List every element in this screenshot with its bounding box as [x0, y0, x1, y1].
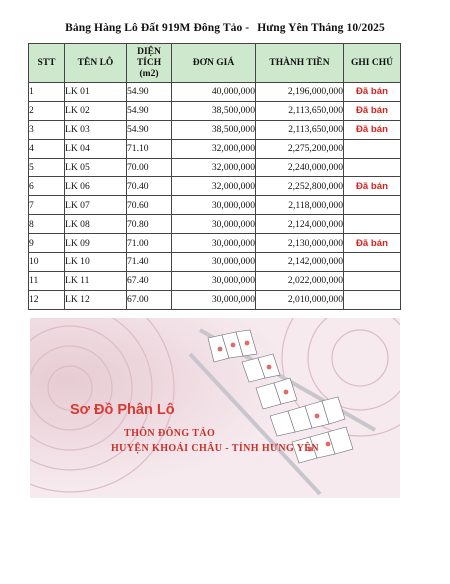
- table-row: [29, 83, 401, 102]
- cell-thanh-tien: 2,113,650,000: [256, 101, 344, 120]
- cell-stt: 7: [29, 196, 65, 215]
- cell-ghi-chu: [344, 158, 401, 177]
- cell-stt: 9: [29, 234, 65, 253]
- cell-dien-tich: 67.40: [127, 271, 172, 290]
- cell-ten-lo: LK 10: [65, 253, 127, 272]
- cell-thanh-tien: 2,240,000,000: [256, 158, 344, 177]
- cell-ghi-chu: Đã bán: [344, 120, 401, 139]
- title-part-1: Bảng Hàng Lô Đất 919M Đông Tảo -: [65, 22, 250, 34]
- table-header-row: [29, 44, 401, 83]
- cell-ghi-chu: [344, 215, 401, 234]
- cell-ten-lo: LK 04: [65, 139, 127, 158]
- cell-stt: 12: [29, 290, 65, 309]
- header-dien-tich-line-1: DIỆN: [137, 46, 161, 57]
- cell-thanh-tien: 2,196,000,000: [256, 83, 344, 102]
- cell-stt: 3: [29, 120, 65, 139]
- table-row: [29, 158, 401, 177]
- page-title: [0, 22, 450, 34]
- cell-stt: 8: [29, 215, 65, 234]
- cell-don-gia: 30,000,000: [172, 196, 256, 215]
- cell-ten-lo: LK 07: [65, 196, 127, 215]
- table-row: [29, 139, 401, 158]
- cell-don-gia: 38,500,000: [172, 120, 256, 139]
- cell-stt: 4: [29, 139, 65, 158]
- header-stt: STT: [29, 44, 65, 83]
- cell-thanh-tien: 2,142,000,000: [256, 253, 344, 272]
- cell-ten-lo: LK 09: [65, 234, 127, 253]
- cell-stt: 6: [29, 177, 65, 196]
- cell-ghi-chu: [344, 290, 401, 309]
- cell-thanh-tien: 2,252,800,000: [256, 177, 344, 196]
- cell-ghi-chu: Đã bán: [344, 101, 401, 120]
- table-row: [29, 215, 401, 234]
- cell-ten-lo: LK 02: [65, 101, 127, 120]
- header-ten-lo: TÊN LÔ: [65, 44, 127, 83]
- cell-ghi-chu: [344, 253, 401, 272]
- cell-dien-tich: 70.40: [127, 177, 172, 196]
- table-row: [29, 253, 401, 272]
- header-dien-tich-line-2: TÍCH (m2): [136, 57, 162, 79]
- cell-ten-lo: LK 05: [65, 158, 127, 177]
- cell-thanh-tien: 2,010,000,000: [256, 290, 344, 309]
- cell-ten-lo: LK 06: [65, 177, 127, 196]
- cell-ten-lo: LK 12: [65, 290, 127, 309]
- table-row: [29, 290, 401, 309]
- cell-thanh-tien: 2,113,650,000: [256, 120, 344, 139]
- cell-dien-tich: 54.90: [127, 120, 172, 139]
- cell-dien-tich: 71.40: [127, 253, 172, 272]
- cell-dien-tich: 54.90: [127, 101, 172, 120]
- header-ghi-chu: GHI CHÚ: [344, 44, 401, 83]
- header-don-gia: ĐƠN GIÁ: [172, 44, 256, 83]
- header-thanh-tien: THÀNH TIỀN: [256, 44, 344, 83]
- cell-dien-tich: 70.00: [127, 158, 172, 177]
- cell-stt: 2: [29, 101, 65, 120]
- cell-don-gia: 40,000,000: [172, 83, 256, 102]
- cell-don-gia: 32,000,000: [172, 139, 256, 158]
- cell-thanh-tien: 2,118,000,000: [256, 196, 344, 215]
- table-row: [29, 196, 401, 215]
- table-row: [29, 120, 401, 139]
- cell-dien-tich: 67.00: [127, 290, 172, 309]
- cell-don-gia: 32,000,000: [172, 177, 256, 196]
- table-row: [29, 271, 401, 290]
- map-subtitle-line-1: THÔN ĐÔNG TẢO: [124, 428, 216, 439]
- cell-dien-tich: 54.90: [127, 83, 172, 102]
- title-part-2: Hưng Yên Tháng 10/2025: [257, 22, 385, 34]
- price-table: [28, 43, 401, 310]
- cell-don-gia: 30,000,000: [172, 234, 256, 253]
- table-row: [29, 177, 401, 196]
- cell-stt: 5: [29, 158, 65, 177]
- cell-thanh-tien: 2,022,000,000: [256, 271, 344, 290]
- cell-don-gia: 30,000,000: [172, 215, 256, 234]
- cell-don-gia: 30,000,000: [172, 271, 256, 290]
- cell-thanh-tien: 2,130,000,000: [256, 234, 344, 253]
- cell-ten-lo: LK 03: [65, 120, 127, 139]
- cell-ten-lo: LK 01: [65, 83, 127, 102]
- header-dien-tich: [127, 44, 172, 83]
- cell-dien-tich: 70.80: [127, 215, 172, 234]
- cell-don-gia: 32,000,000: [172, 158, 256, 177]
- cell-thanh-tien: 2,124,000,000: [256, 215, 344, 234]
- map-subtitle-line-2: HUYỆN KHOÁI CHÂU - TỈNH HƯNG YÊN: [111, 443, 319, 454]
- cell-don-gia: 38,500,000: [172, 101, 256, 120]
- cell-ten-lo: LK 08: [65, 215, 127, 234]
- cell-dien-tich: 71.00: [127, 234, 172, 253]
- cell-ghi-chu: Đã bán: [344, 234, 401, 253]
- cell-don-gia: 30,000,000: [172, 290, 256, 309]
- cell-dien-tich: 71.10: [127, 139, 172, 158]
- map-title: Sơ Đồ Phân Lô: [70, 402, 175, 418]
- table-row: [29, 101, 401, 120]
- cell-thanh-tien: 2,275,200,000: [256, 139, 344, 158]
- cell-dien-tich: 70.60: [127, 196, 172, 215]
- cell-stt: 10: [29, 253, 65, 272]
- table-row: [29, 234, 401, 253]
- cell-ghi-chu: Đã bán: [344, 177, 401, 196]
- cell-ghi-chu: [344, 139, 401, 158]
- cell-ten-lo: LK 11: [65, 271, 127, 290]
- cell-ghi-chu: Đã bán: [344, 83, 401, 102]
- cell-don-gia: 30,000,000: [172, 253, 256, 272]
- cell-stt: 1: [29, 83, 65, 102]
- cell-ghi-chu: [344, 271, 401, 290]
- cell-ghi-chu: [344, 196, 401, 215]
- site-plan-image: [30, 318, 400, 498]
- cell-stt: 11: [29, 271, 65, 290]
